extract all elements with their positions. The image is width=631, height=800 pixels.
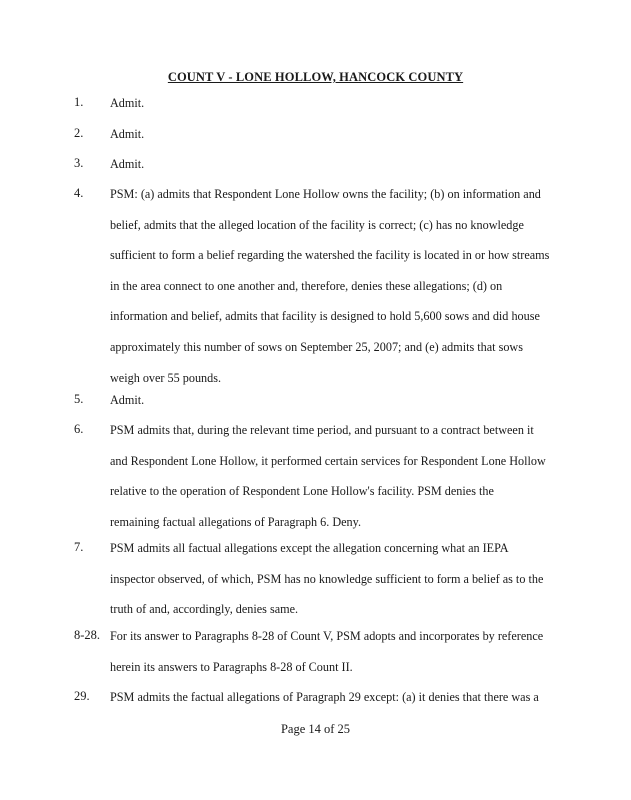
text-line: herein its answers to Paragraphs 8-28 of Count II. bbox=[110, 659, 353, 674]
text-line: in the area connect to one another and, therefore, denies these allegations; (d) on bbox=[110, 278, 503, 293]
paragraph-text bbox=[110, 156, 550, 187]
paragraph-text bbox=[110, 628, 550, 689]
paragraph-number: 8-28. bbox=[74, 628, 101, 642]
paragraph-number: 7. bbox=[74, 540, 84, 554]
paragraph-number: 6. bbox=[74, 422, 84, 436]
text-line: weigh over 55 pounds. bbox=[110, 370, 222, 385]
text-line: Admit. bbox=[110, 96, 145, 110]
paragraph-text bbox=[110, 186, 550, 400]
text-line: truth of and, accordingly, denies same. bbox=[110, 602, 299, 617]
paragraph-number: 3. bbox=[74, 156, 84, 170]
paragraph-number: 5. bbox=[74, 392, 84, 406]
text-line: Admit. bbox=[110, 127, 145, 141]
paragraph-number: 2. bbox=[74, 126, 84, 140]
text-line: approximately this number of sows on September 25, 2007; and (e) admits that sows bbox=[110, 339, 523, 354]
text-line: PSM admits all factual allegations except the allegation concerning what an IEPA bbox=[110, 541, 509, 555]
text-line: Admit. bbox=[110, 393, 145, 407]
paragraph-text bbox=[110, 689, 550, 720]
paragraph-number: 1. bbox=[74, 95, 84, 109]
text-line: remaining factual allegations of Paragraph 6. Deny. bbox=[110, 514, 361, 529]
text-line: PSM admits that, during the relevant time period, and pursuant to a contract between it bbox=[110, 423, 534, 437]
text-line: and Respondent Lone Hollow, it performed certain services for Respondent Lone Hollow bbox=[110, 453, 546, 468]
paragraph-text bbox=[110, 392, 550, 423]
text-line: information and belief, admits that facility is designed to hold 5,600 sows and did house bbox=[110, 309, 540, 324]
text-line: PSM admits the factual allegations of Paragraph 29 except: (a) it denies that there was a bbox=[110, 690, 539, 704]
paragraph-number: 29. bbox=[74, 689, 90, 703]
paragraph-text bbox=[110, 126, 550, 157]
text-line: belief, admits that the alleged location of the facility is correct; (c) has no knowledge bbox=[110, 217, 524, 232]
text-line: For its answer to Paragraphs 8-28 of Count V, PSM adopts and incorporates by reference bbox=[110, 629, 544, 643]
paragraph-number: 4. bbox=[74, 186, 84, 200]
paragraph-text bbox=[110, 422, 550, 544]
text-line: PSM: (a) admits that Respondent Lone Hollow owns the facility; (b) on information and bbox=[110, 187, 541, 201]
text-line: relative to the operation of Respondent Lone Hollow's facility. PSM denies the bbox=[110, 484, 494, 499]
paragraph-text bbox=[110, 95, 550, 126]
count-heading: COUNT V - LONE HOLLOW, HANCOCK COUNTY bbox=[167, 70, 464, 84]
text-line: Admit. bbox=[110, 157, 145, 171]
paragraph-text bbox=[110, 540, 550, 632]
text-line: inspector observed, of which, PSM has no knowledge sufficient to form a belief as to the bbox=[110, 571, 544, 586]
text-line: sufficient to form a belief regarding the watershed the facility is located in or how streams bbox=[110, 248, 550, 263]
page-number: Page 14 of 25 bbox=[280, 722, 351, 736]
